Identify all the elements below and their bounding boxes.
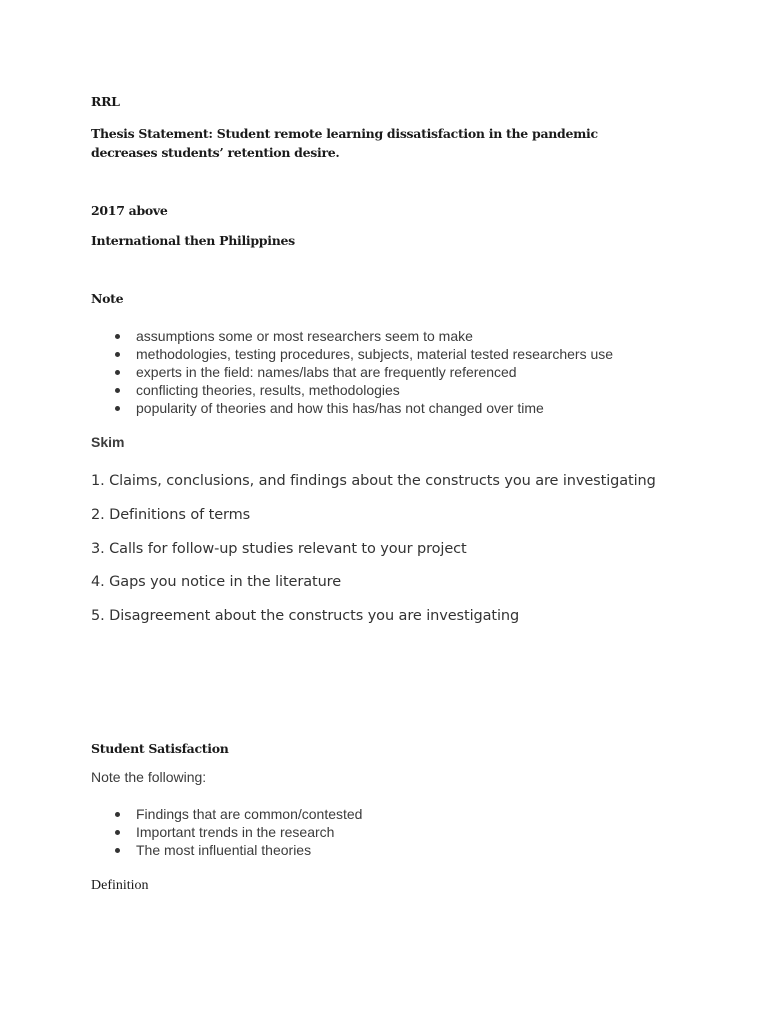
bullet-icon xyxy=(115,334,120,339)
list-item-text: popularity of theories and how this has/has not changed over time xyxy=(136,400,544,416)
thesis-statement: Thesis Statement: Student remote learning dissatisfaction in the pandemic decreases students’ retention desire. xyxy=(91,126,598,160)
skim-item: 2. Definitions of terms xyxy=(91,506,251,523)
list-item-text: Findings that are common/contested xyxy=(136,806,363,822)
list-item-text: experts in the field: names/labs that are frequently referenced xyxy=(136,364,517,380)
bullet-icon xyxy=(115,830,120,835)
definition-label: Definition xyxy=(91,878,149,893)
student-satisfaction-heading: Student Satisfaction xyxy=(91,741,229,756)
list-item xyxy=(91,363,613,381)
list-item xyxy=(91,345,613,363)
skim-heading: Skim xyxy=(91,434,125,450)
skim-list xyxy=(91,470,656,639)
bullet-icon xyxy=(115,370,120,375)
list-item-text: assumptions some or most researchers seem to make xyxy=(136,328,473,344)
list-item-text: conflicting theories, results, methodologies xyxy=(136,382,400,398)
note-list xyxy=(91,327,613,417)
bullet-icon xyxy=(115,848,120,853)
scope-note: International then Philippines xyxy=(91,233,295,248)
list-item-text: The most influential theories xyxy=(136,842,312,858)
note-following-text: Note the following: xyxy=(91,769,207,785)
bullet-icon xyxy=(115,388,120,393)
list-item-text: methodologies, testing procedures, subjects, material tested researchers use xyxy=(136,346,614,362)
list-item xyxy=(91,841,362,859)
list-item-text: Important trends in the research xyxy=(136,824,335,840)
skim-item: 1. Claims, conclusions, and findings about the constructs you are investigating xyxy=(91,473,656,489)
year-note: 2017 above xyxy=(91,203,168,218)
skim-item: 5. Disagreement about the constructs you are investigating xyxy=(91,608,520,624)
list-item xyxy=(91,327,613,345)
list-item xyxy=(91,823,362,841)
document-title: RRL xyxy=(91,94,120,109)
bullet-icon xyxy=(115,406,120,411)
bullet-icon xyxy=(115,352,120,357)
list-item xyxy=(91,805,362,823)
list-item xyxy=(91,381,613,399)
list-item xyxy=(91,399,613,417)
skim-item: 3. Calls for follow-up studies relevant to your project xyxy=(91,540,467,557)
skim-item: 4. Gaps you notice in the literature xyxy=(91,574,342,591)
bullet-icon xyxy=(115,812,120,817)
satisfaction-list xyxy=(91,805,362,859)
note-heading: Note xyxy=(91,291,124,306)
